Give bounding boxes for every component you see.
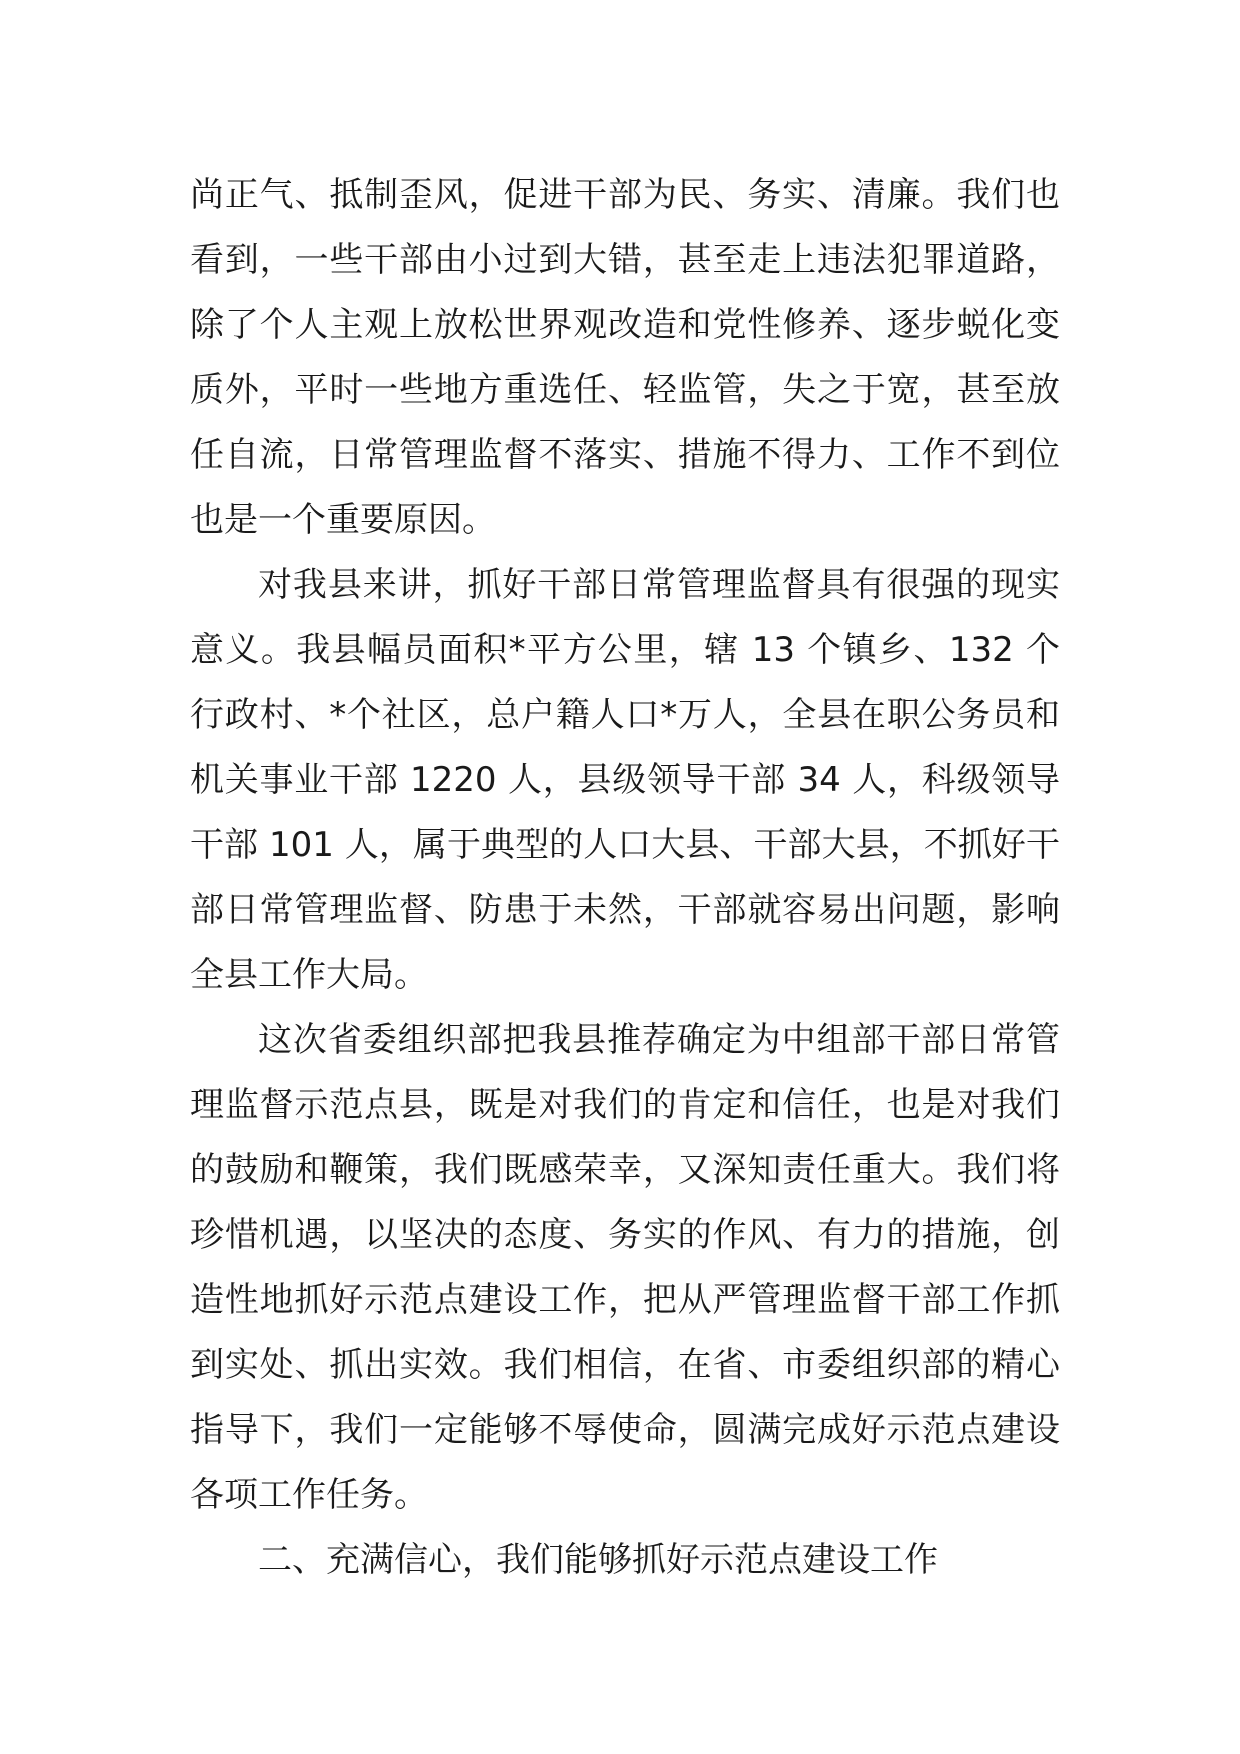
paragraph-continuation: 尚正气、抵制歪风，促进干部为民、务实、清廉。我们也看到，一些干部由小过到大错，甚至走上违法犯罪道路，除了个人主观上放松世界观改造和党性修养、逐步蜕化变质外，平时一些地方重选任、轻监管，失之于宽，甚至放任自流，日常管理监督不落实、措施不得力、工作不到位也是一个重要原因。: [190, 175, 1060, 540]
paragraph-county-significance: 对我县来讲，抓好干部日常管理监督具有很强的现实意义。我县幅员面积*平方公里，辖 13 个镇乡、132 个行政村、*个社区，总户籍人口*万人，全县在职公务员和机关事业干部 1220 人，县级领导干部 34 人，科级领导干部 101 人，属于典型的人口大县、干部大县，不抓好干部日常管理监督、防患于未然，干部就容易出问题，影响全县工作大局。: [190, 565, 1060, 995]
paragraph-demonstration-county: 这次省委组织部把我县推荐确定为中组部干部日常管理监督示范点县，既是对我们的肯定和信任，也是对我们的鼓励和鞭策，我们既感荣幸，又深知责任重大。我们将珍惜机遇，以坚决的态度、务实的作风、有力的措施，创造性地抓好示范点建设工作，把从严管理监督干部工作抓到实处、抓出实效。我们相信，在省、市委组织部的精心指导下，我们一定能够不辱使命，圆满完成好示范点建设各项工作任务。: [190, 1020, 1060, 1515]
document-body: [190, 163, 1060, 1593]
section-heading: 二、充满信心，我们能够抓好示范点建设工作: [258, 1540, 938, 1580]
